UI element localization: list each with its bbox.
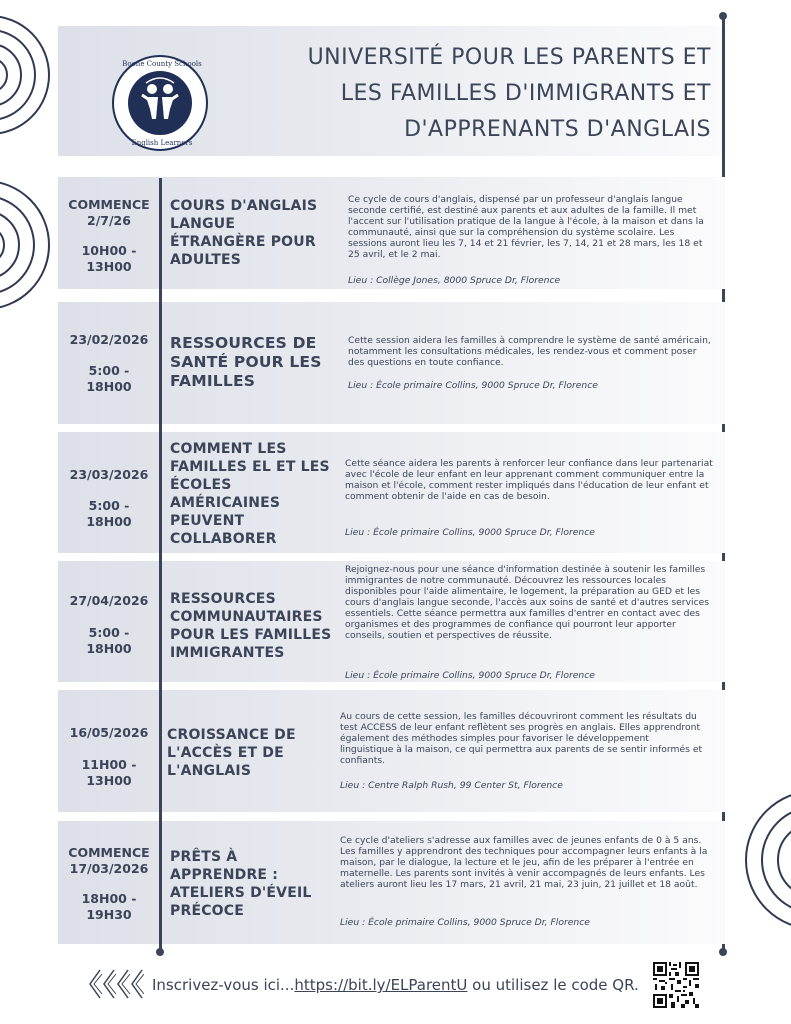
event-location: Lieu : École primaire Collins, 9000 Spruce Dr, Florence (345, 670, 595, 681)
event-title: CROISSANCE DE L'ACCÈS ET DE L'ANGLAIS (167, 727, 296, 779)
registration-line (152, 975, 639, 995)
decorative-rings-top-left (0, 15, 50, 135)
event-title: RESSOURCES DE SANTÉ POUR LES FAMILLES (170, 334, 322, 390)
event-location: Lieu : École primaire Collins, 9000 Spruce Dr, Florence (348, 380, 598, 391)
event-location: Lieu : Collège Jones, 8000 Spruce Dr, Florence (348, 275, 561, 286)
event-date: 16/05/2026 (69, 725, 149, 740)
timeline-bottom-dot (156, 948, 164, 956)
chevron-left-icon (116, 968, 130, 1000)
event-title: RESSOURCES COMMUNAUTAIRES POUR LES FAMILLES IMMIGRANTES (170, 591, 332, 661)
right-line-top-dot (719, 12, 727, 20)
event-time: 10H00 - 13H00 (81, 243, 137, 274)
event-description: Cette séance aidera les parents à renforcer leur confiance dans leur partenariat avec l'école de leur enfant en leur apprenant comment communiquer entre la maison et l'école, comment rester impliqués dans l'éducation de leur enfant et comment obtenir de l'aide en cas de besoin. (345, 458, 713, 502)
family-emblem-icon (128, 71, 192, 135)
event-description: Ce cycle d'ateliers s'adresse aux familles avec de jeunes enfants de 0 à 5 ans. Les familles y apprendront des techniques pour accompagner leurs enfants à la maison, par le dialogue, la lecture et le jeu, afin de les préparer à l'entrée en maternelle. Les parents sont invités à venir accompagnés de leurs enfants. Les ateliers auront lieu les 17 mars, 21 avril, 21 mai, 23 juin, 21 juillet et 18 août. (340, 835, 708, 890)
title-line-2: LES FAMILLES D'IMMIGRANTS ET (340, 81, 711, 106)
qr-code-icon (653, 962, 699, 1008)
registration-prefix: Inscrivez-vous ici... (152, 976, 295, 994)
event-description: Ce cycle de cours d'anglais, dispensé par un professeur d'anglais langue seconde certifié, est destiné aux parents et aux adultes de la famille. Il met l'accent sur l'utilisation pratique de la langue à l'école, à la maison et dans la communauté, ainsi que sur la compréhension du système scolaire. Les sessions auront lieu les 7, 14 et 21 février, les 7, 14, 21 et 28 mars, les 18 et 25 avril, et le 2 mai. (348, 194, 704, 260)
event-date: 23/02/2026 (69, 332, 149, 347)
event-title: COMMENT LES FAMILLES EL ET LES ÉCOLES AMÉRICAINES PEUVENT COLLABORER (170, 441, 330, 547)
event-title: COURS D'ANGLAIS LANGUE ÉTRANGÈRE POUR ADULTES (170, 198, 318, 268)
event-description: Rejoignez-nous pour une séance d'information destinée à soutenir les familles immigrantes de notre communauté. Découvrez les ressources locales disponibles pour l'aide alimentaire, le logement, la préparation au GED et les cours d'anglais langue seconde, l'accès aux soins de santé et d'autres services essentiels. Cette séance permettra aux familles d'entrer en contact avec des organismes et des programmes de confiance qui pourront leur apporter conseils, soutien et perspectives de réussite. (345, 564, 710, 641)
event-description: Au cours de cette session, les familles découvriront comment les résultats du test ACCESS de leur enfant reflètent ses progrès en anglais. Elles apprendront également des méthodes simples pour favoriser le développement linguistique à la maison, ce qui permettra aux parents de se sentir informés et confiants. (340, 711, 703, 766)
event-date: COMMENCE 17/03/2026 (68, 845, 150, 876)
page-title (251, 40, 711, 148)
chevron-left-icon (102, 968, 116, 1000)
school-logo (112, 55, 208, 151)
decorative-rings-bottom-right (745, 790, 791, 930)
timeline-line (159, 178, 162, 952)
chevron-left-icon (130, 968, 144, 1000)
event-location: Lieu : École primaire Collins, 9000 Spruce Dr, Florence (345, 527, 595, 538)
event-location: Lieu : École primaire Collins, 9000 Spruce Dr, Florence (340, 917, 590, 928)
event-time: 5:00 - 18H00 (86, 625, 132, 656)
registration-link[interactable]: https://bit.ly/ELParentU (294, 976, 468, 994)
event-date: 23/03/2026 (69, 467, 149, 482)
event-date: 27/04/2026 (69, 593, 149, 608)
chevron-left-icon (88, 968, 102, 1000)
decorative-rings-mid-left (0, 180, 50, 310)
event-time: 11H00 - 13H00 (81, 757, 137, 788)
event-description: Cette session aidera les familles à comprendre le système de santé américain, notamment les consultations médicales, les rendez-vous et comment poser des questions en toute confiance. (348, 335, 711, 368)
event-title: PRÊTS À APPRENDRE : ATELIERS D'ÉVEIL PRÉCOCE (170, 849, 312, 919)
logo-bottom-text: English Learners (131, 139, 193, 147)
event-time: 5:00 - 18H00 (86, 498, 132, 529)
registration-suffix: ou utilisez le code QR. (467, 976, 639, 994)
event-time: 18H00 - 19H30 (81, 891, 137, 922)
logo-top-text: Boone County Schools (122, 60, 202, 68)
right-line-bottom-dot (719, 948, 727, 956)
event-date: COMMENCE 2/7/26 (68, 197, 150, 228)
title-line-3: D'APPRENANTS D'ANGLAIS (404, 117, 711, 142)
title-line-1: UNIVERSITÉ POUR LES PARENTS ET (307, 45, 711, 70)
event-time: 5:00 - 18H00 (86, 363, 132, 394)
event-location: Lieu : Centre Ralph Rush, 99 Center St, Florence (340, 780, 563, 791)
